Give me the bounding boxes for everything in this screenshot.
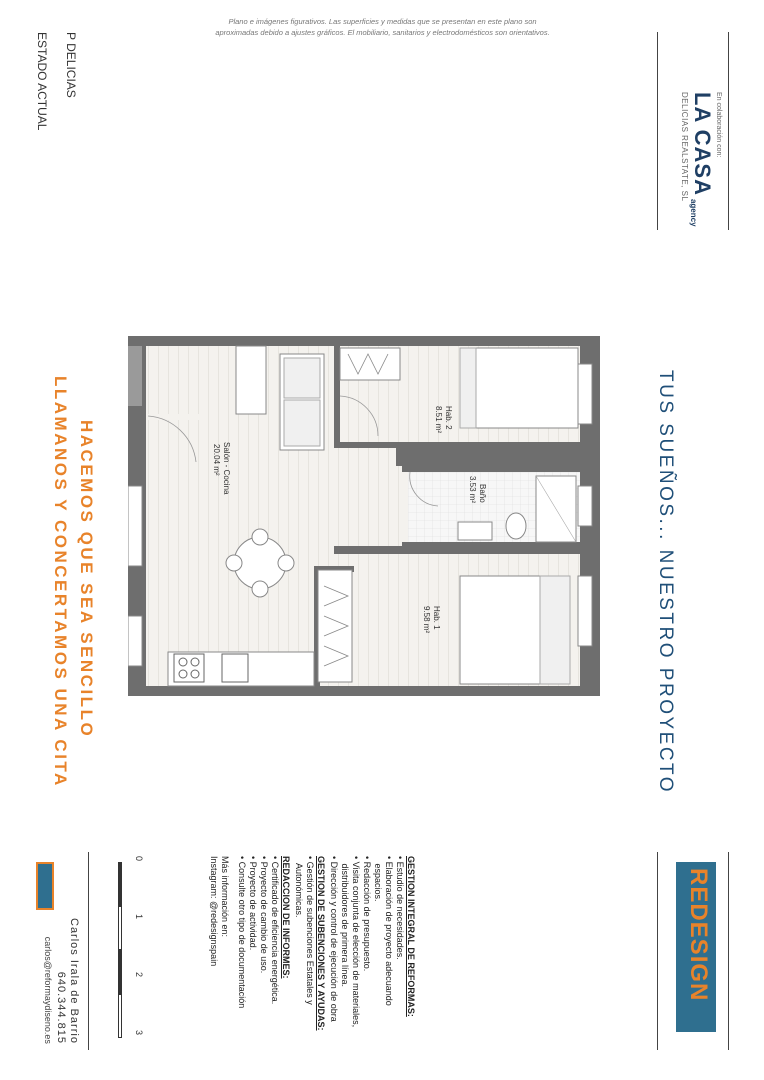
scale-bar	[118, 862, 122, 1038]
scale-label-2: 2	[134, 972, 144, 978]
room-hab2-name: Hab. 2	[444, 406, 453, 430]
redesign-re: RE	[685, 868, 712, 904]
room-living-name: Salón - Cocina	[222, 442, 231, 495]
slogan-orange-2: LLAMANOS Y CONCERTAMOS UNA CITA	[51, 376, 70, 788]
reports-title: REDACCION DE INFORMES:	[281, 856, 291, 979]
contact-block	[41, 918, 80, 1044]
integral-item-6: distribuidores de primera línea.	[340, 856, 350, 988]
bottom-divider-1	[657, 852, 658, 1050]
bottom-divider-2	[728, 852, 729, 1050]
disclaimer-line-1: Plano e imágenes figurativos. Las superficies y medidas que se presentan en este plano son	[228, 17, 537, 26]
room-bath-name: Baño	[478, 484, 487, 503]
integral-item-7: • Dirección y control de ejecución de obra	[329, 856, 339, 1022]
slogan-blue: TUS SUEÑOS... NUESTRO PROYECTO	[655, 370, 676, 795]
slogan-orange-1: HACEMOS QUE SEA SENCILLO	[77, 420, 96, 739]
more-info: Más información en:	[220, 856, 230, 938]
grants-item-1: • Gestión de subenciones Estatales y	[305, 856, 315, 1005]
room-living-area: 20.04 m²	[212, 444, 221, 476]
address-block	[34, 32, 78, 130]
partner-logo-sub: agency	[689, 198, 698, 227]
reports-item-4: • Consulte otro tipo de documentación	[237, 856, 247, 1009]
status-label: ESTADO ACTUAL	[35, 32, 49, 131]
contact-phone: 640.344.815	[55, 971, 67, 1044]
top-divider-1	[657, 32, 658, 230]
top-divider-2	[728, 32, 729, 230]
reports-item-2: • Proyecto de cambio de uso.	[259, 856, 269, 974]
bottom-divider-3	[88, 852, 89, 1050]
redesign-logo	[676, 862, 716, 1032]
grants-item-2: Autonómicas.	[294, 856, 304, 918]
integral-item-3: espacios.	[373, 856, 383, 902]
room-bath-area: 3.53 m²	[468, 476, 477, 504]
disclaimer-line-2: aproximadas debido a ajustes gráficos. El mobiliario, sanitarios y electrodomésticos son orientativos.	[215, 28, 550, 37]
floor-plan	[128, 336, 600, 696]
integral-item-1: • Estudio de necesidades.	[395, 856, 405, 960]
integral-title: GESTION INTEGRAL DE REFORMAS:	[406, 856, 416, 1017]
scale-label-1: 1	[134, 914, 144, 920]
services-block	[208, 856, 416, 1031]
partner-company: DELICIAS REALSTATE, SL	[680, 92, 689, 202]
grants-title: GESTION DE SUBENCIONES Y AYUDAS:	[316, 856, 326, 1031]
disclaimer	[190, 16, 575, 38]
redesign-design: DESIGN	[685, 903, 712, 1002]
room-hab1-area: 9.58 m²	[422, 606, 431, 634]
contact-name: Carlos Irala de Barrio	[68, 918, 80, 1044]
scale-label-3: 3	[134, 1030, 144, 1036]
partner-collab: En colaboración con:	[715, 92, 722, 158]
contact-email[interactable]: carlos@reformaydiseno.es	[43, 936, 53, 1044]
partner-block	[680, 92, 722, 227]
instagram-handle: Instagram: @redesignspain	[209, 856, 219, 967]
integral-item-4: • Redacción de presupuesto.	[362, 856, 372, 972]
partner-logo: LA CASA	[690, 92, 715, 196]
scale-label-0: 0	[134, 856, 144, 862]
integral-item-5: • Visita conjunta de elección de materiales,	[351, 856, 361, 1028]
reports-item-3: • Proyecto de actividad.	[248, 856, 258, 951]
address-label: P DELICIAS	[64, 32, 78, 98]
room-hab2-area: 8.51 m²	[434, 406, 443, 434]
reports-item-1: • Certificado de eficiencia energética.	[270, 856, 280, 1005]
small-redesign-logo	[36, 862, 54, 910]
integral-item-2: • Elaboración de proyecto adecuando	[384, 856, 394, 1006]
room-hab1-name: Hab. 1	[432, 606, 441, 630]
